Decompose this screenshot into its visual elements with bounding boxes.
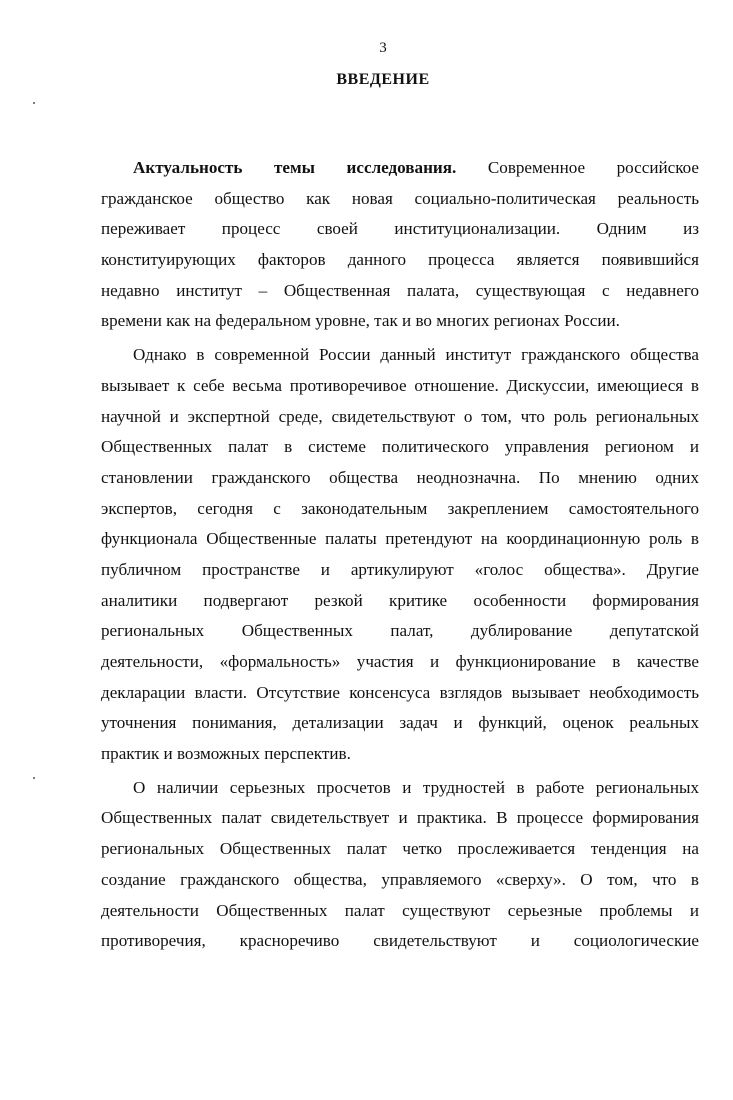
paragraph-line: Общественных палат в системе политического управления регионом и	[101, 437, 699, 457]
scan-speck	[33, 777, 35, 779]
section-heading: ВВЕДЕНИЕ	[336, 71, 430, 88]
paragraph-line: аналитики подвергают резкой критике особенности формирования	[101, 590, 699, 610]
paragraph-line: экспертов, сегодня с законодательным закреплением самостоятельного	[101, 498, 699, 518]
paragraph-line: вызывает к себе весьма противоречивое отношение. Дискуссии, имеющиеся в	[101, 375, 699, 395]
paragraph-line: противоречия, красноречиво свидетельствуют и социологические	[101, 931, 699, 951]
paragraph-line: Общественных палат свидетельствует и практика. В процессе формирования	[101, 808, 699, 828]
paragraph-line: переживает процесс своей институционализации. Одним из	[101, 219, 699, 239]
paragraph-line: уточнения понимания, детализации задач и функций, оценок реальных	[101, 713, 699, 733]
paragraph-line: функционала Общественные палаты претендуют на координационную роль в	[101, 529, 699, 549]
paragraph-line: гражданское общество как новая социально-политическая реальность	[101, 188, 699, 208]
paragraph-line: научной и экспертной среде, свидетельствуют о том, что роль региональных	[101, 406, 699, 426]
paragraph-line: региональных Общественных палат четко прослеживается тенденция на	[101, 839, 699, 859]
bold-lead: Актуальность темы исследования.	[133, 158, 457, 177]
paragraph-line: О наличии серьезных просчетов и трудностей в работе региональных	[133, 777, 699, 797]
paragraph-line: декларации власти. Отсутствие консенсуса взглядов вызывает необходимость	[101, 682, 699, 702]
paragraph-line: Актуальность темы исследования. Современное российское	[133, 158, 699, 177]
paragraph-line: конституирующих факторов данного процесса является появившийся	[101, 250, 699, 270]
paragraph-line: недавно институт – Общественная палата, существующая с недавнего	[101, 280, 699, 300]
paragraph-line: публичном пространстве и артикулируют «голос общества». Другие	[101, 559, 699, 579]
paragraph-line: практик и возможных перспектив.	[101, 744, 351, 764]
paragraph-line: Однако в современной России данный институт гражданского общества	[133, 345, 699, 365]
paragraph-line: деятельности Общественных палат существуют серьезные проблемы и	[101, 900, 699, 920]
paragraph-line: деятельности, «формальность» участия и функционирование в качестве	[101, 652, 699, 671]
paragraph-line: региональных Общественных палат, дублирование депутатской	[101, 621, 699, 641]
page-number: 3	[379, 40, 387, 56]
scan-speck	[33, 102, 35, 104]
body-text	[101, 153, 699, 957]
paragraph-line: создание гражданского общества, управляемого «сверху». О том, что в	[101, 869, 699, 889]
paragraph-line: времени как на федеральном уровне, так и во многих регионах России.	[101, 311, 620, 331]
paragraph-line: становлении гражданского общества неоднозначна. По мнению одних	[101, 467, 699, 487]
